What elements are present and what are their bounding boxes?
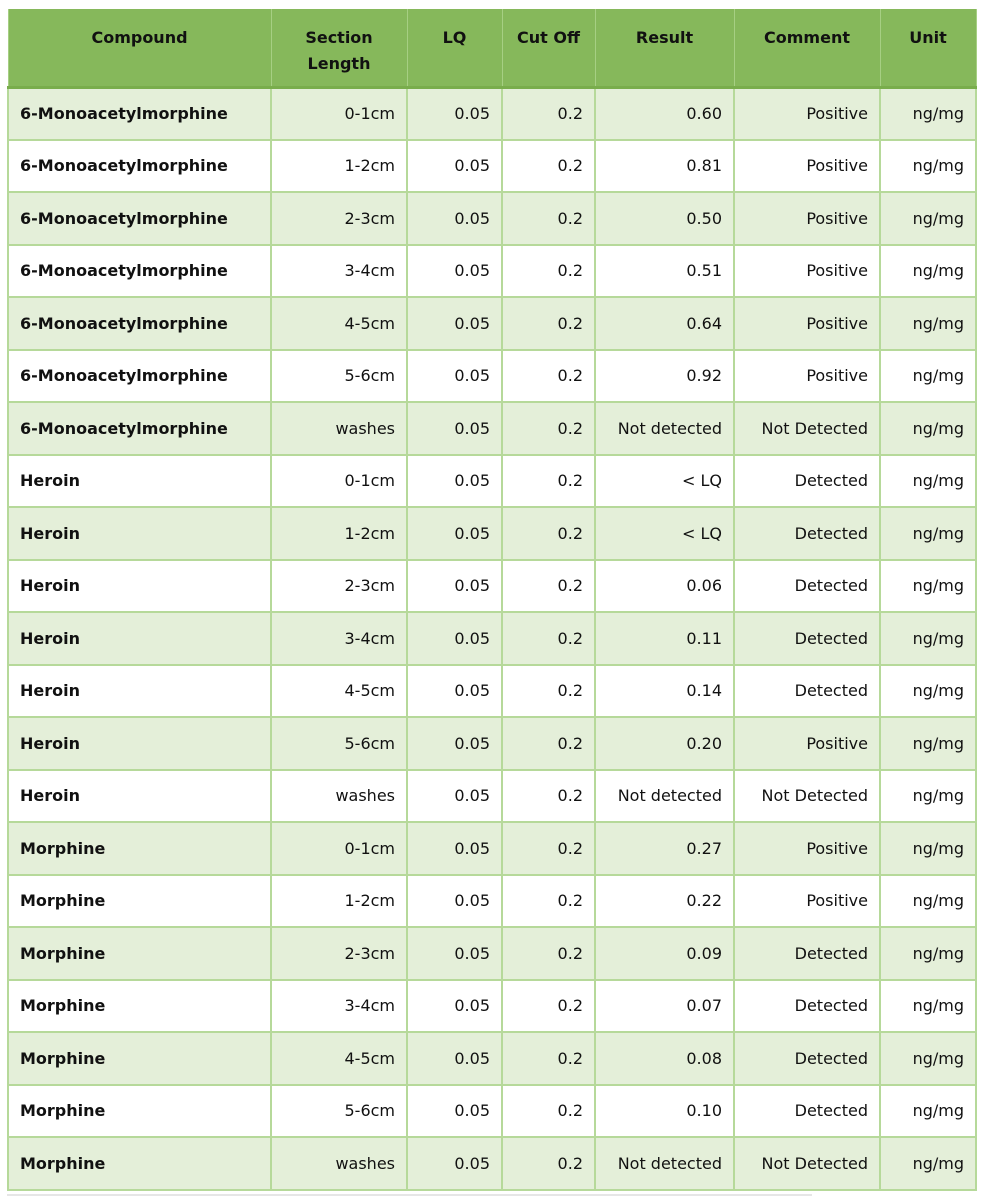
- cell-section-length: 4-5cm: [271, 297, 407, 350]
- cell-unit: ng/mg: [880, 612, 976, 665]
- cell-comment: Positive: [734, 192, 880, 245]
- cell-cut-off: 0.2: [502, 875, 595, 928]
- table-row: [8, 140, 976, 193]
- cell-lq: 0.05: [407, 717, 502, 770]
- cell-result: < LQ: [595, 455, 734, 508]
- cell-compound: Heroin: [8, 665, 271, 718]
- cell-result: 0.50: [595, 192, 734, 245]
- cell-section-length: 2-3cm: [271, 927, 407, 980]
- cell-lq: 0.05: [407, 1085, 502, 1138]
- cell-compound: Heroin: [8, 717, 271, 770]
- cell-unit: ng/mg: [880, 980, 976, 1033]
- cell-section-length: 5-6cm: [271, 350, 407, 403]
- cell-compound: 6-Monoacetylmorphine: [8, 297, 271, 350]
- cell-result: 0.09: [595, 927, 734, 980]
- cell-unit: ng/mg: [880, 350, 976, 403]
- cell-result: < LQ: [595, 507, 734, 560]
- cell-compound: Heroin: [8, 612, 271, 665]
- cell-unit: ng/mg: [880, 140, 976, 193]
- cell-cut-off: 0.2: [502, 297, 595, 350]
- cell-section-length: 2-3cm: [271, 560, 407, 613]
- cell-lq: 0.05: [407, 455, 502, 508]
- table-header: [8, 9, 976, 87]
- header-lq: LQ: [407, 9, 502, 87]
- cell-result: Not detected: [595, 1137, 734, 1190]
- table-row: [8, 1137, 976, 1190]
- cell-cut-off: 0.2: [502, 927, 595, 980]
- cell-compound: 6-Monoacetylmorphine: [8, 245, 271, 298]
- cell-cut-off: 0.2: [502, 192, 595, 245]
- cell-compound: Morphine: [8, 927, 271, 980]
- cell-section-length: washes: [271, 770, 407, 823]
- cell-lq: 0.05: [407, 927, 502, 980]
- table-row: [8, 507, 976, 560]
- table-row: [8, 980, 976, 1033]
- cell-comment: Positive: [734, 717, 880, 770]
- cell-result: 0.06: [595, 560, 734, 613]
- cell-lq: 0.05: [407, 507, 502, 560]
- cell-cut-off: 0.2: [502, 980, 595, 1033]
- cell-cut-off: 0.2: [502, 822, 595, 875]
- cell-section-length: washes: [271, 1137, 407, 1190]
- table-row: [8, 1085, 976, 1138]
- header-section-length: Section Length: [271, 9, 407, 87]
- cell-unit: ng/mg: [880, 665, 976, 718]
- cell-unit: ng/mg: [880, 297, 976, 350]
- cell-compound: Morphine: [8, 1137, 271, 1190]
- cell-cut-off: 0.2: [502, 87, 595, 140]
- cell-compound: Morphine: [8, 1032, 271, 1085]
- cell-unit: ng/mg: [880, 927, 976, 980]
- cell-comment: Detected: [734, 980, 880, 1033]
- cell-unit: ng/mg: [880, 507, 976, 560]
- table-row: [8, 192, 976, 245]
- cell-cut-off: 0.2: [502, 140, 595, 193]
- cell-unit: ng/mg: [880, 192, 976, 245]
- table-row: [8, 87, 976, 140]
- cell-unit: ng/mg: [880, 455, 976, 508]
- cell-comment: Detected: [734, 927, 880, 980]
- cell-compound: Morphine: [8, 875, 271, 928]
- cell-section-length: 1-2cm: [271, 507, 407, 560]
- cell-comment: Positive: [734, 822, 880, 875]
- cell-compound: 6-Monoacetylmorphine: [8, 87, 271, 140]
- cell-section-length: washes: [271, 402, 407, 455]
- cell-cut-off: 0.2: [502, 402, 595, 455]
- cell-section-length: 2-3cm: [271, 192, 407, 245]
- cell-cut-off: 0.2: [502, 1085, 595, 1138]
- cell-result: 0.20: [595, 717, 734, 770]
- cell-lq: 0.05: [407, 87, 502, 140]
- cell-section-length: 3-4cm: [271, 612, 407, 665]
- cell-unit: ng/mg: [880, 822, 976, 875]
- cell-cut-off: 0.2: [502, 717, 595, 770]
- cell-compound: Heroin: [8, 507, 271, 560]
- cell-result: 0.81: [595, 140, 734, 193]
- cell-comment: Positive: [734, 140, 880, 193]
- cell-compound: Heroin: [8, 455, 271, 508]
- cell-lq: 0.05: [407, 350, 502, 403]
- cell-compound: Morphine: [8, 822, 271, 875]
- cell-lq: 0.05: [407, 192, 502, 245]
- table-row: [8, 665, 976, 718]
- header-comment: Comment: [734, 9, 880, 87]
- cell-comment: Detected: [734, 1085, 880, 1138]
- cell-cut-off: 0.2: [502, 455, 595, 508]
- cell-result: 0.51: [595, 245, 734, 298]
- cell-section-length: 3-4cm: [271, 245, 407, 298]
- cell-result: 0.92: [595, 350, 734, 403]
- cell-section-length: 1-2cm: [271, 875, 407, 928]
- cell-compound: Heroin: [8, 560, 271, 613]
- cell-result: 0.07: [595, 980, 734, 1033]
- table-row: [8, 770, 976, 823]
- cell-compound: Morphine: [8, 1085, 271, 1138]
- cell-cut-off: 0.2: [502, 1032, 595, 1085]
- cell-result: 0.14: [595, 665, 734, 718]
- cell-section-length: 1-2cm: [271, 140, 407, 193]
- cell-unit: ng/mg: [880, 87, 976, 140]
- cell-comment: Detected: [734, 560, 880, 613]
- cell-cut-off: 0.2: [502, 1137, 595, 1190]
- cell-lq: 0.05: [407, 665, 502, 718]
- cell-lq: 0.05: [407, 1032, 502, 1085]
- header-row: [8, 9, 976, 87]
- cell-lq: 0.05: [407, 770, 502, 823]
- cell-unit: ng/mg: [880, 560, 976, 613]
- cell-lq: 0.05: [407, 980, 502, 1033]
- cell-result: 0.08: [595, 1032, 734, 1085]
- cell-comment: Positive: [734, 350, 880, 403]
- cell-section-length: 0-1cm: [271, 455, 407, 508]
- cell-result: Not detected: [595, 402, 734, 455]
- table-row: [8, 1032, 976, 1085]
- cell-comment: Not Detected: [734, 770, 880, 823]
- table-row: [8, 350, 976, 403]
- cell-result: Not detected: [595, 770, 734, 823]
- cell-lq: 0.05: [407, 245, 502, 298]
- cell-comment: Detected: [734, 507, 880, 560]
- cell-cut-off: 0.2: [502, 665, 595, 718]
- cell-lq: 0.05: [407, 822, 502, 875]
- table-row: [8, 245, 976, 298]
- cell-comment: Positive: [734, 297, 880, 350]
- cell-comment: Detected: [734, 612, 880, 665]
- table-row: [8, 717, 976, 770]
- results-table: [7, 9, 977, 1191]
- cell-compound: 6-Monoacetylmorphine: [8, 402, 271, 455]
- cell-lq: 0.05: [407, 1137, 502, 1190]
- cell-lq: 0.05: [407, 140, 502, 193]
- cell-comment: Not Detected: [734, 402, 880, 455]
- results-table-container: [7, 9, 975, 1191]
- cell-comment: Detected: [734, 455, 880, 508]
- table-row: [8, 875, 976, 928]
- cell-result: 0.64: [595, 297, 734, 350]
- cell-unit: ng/mg: [880, 245, 976, 298]
- cell-section-length: 0-1cm: [271, 822, 407, 875]
- cell-comment: Positive: [734, 245, 880, 298]
- cell-cut-off: 0.2: [502, 612, 595, 665]
- cell-compound: Morphine: [8, 980, 271, 1033]
- cell-cut-off: 0.2: [502, 350, 595, 403]
- cell-section-length: 3-4cm: [271, 980, 407, 1033]
- header-unit: Unit: [880, 9, 976, 87]
- table-row: [8, 560, 976, 613]
- cell-result: 0.60: [595, 87, 734, 140]
- cell-result: 0.22: [595, 875, 734, 928]
- cell-compound: Heroin: [8, 770, 271, 823]
- cell-section-length: 4-5cm: [271, 665, 407, 718]
- cell-section-length: 4-5cm: [271, 1032, 407, 1085]
- cell-result: 0.10: [595, 1085, 734, 1138]
- table-row: [8, 455, 976, 508]
- cell-unit: ng/mg: [880, 1137, 976, 1190]
- table-row: [8, 297, 976, 350]
- cell-section-length: 5-6cm: [271, 717, 407, 770]
- cell-lq: 0.05: [407, 875, 502, 928]
- cell-lq: 0.05: [407, 560, 502, 613]
- header-result: Result: [595, 9, 734, 87]
- table-row: [8, 402, 976, 455]
- cell-unit: ng/mg: [880, 402, 976, 455]
- cell-unit: ng/mg: [880, 1032, 976, 1085]
- cell-comment: Detected: [734, 1032, 880, 1085]
- cell-section-length: 5-6cm: [271, 1085, 407, 1138]
- cell-unit: ng/mg: [880, 770, 976, 823]
- cell-cut-off: 0.2: [502, 507, 595, 560]
- cell-comment: Positive: [734, 875, 880, 928]
- cell-lq: 0.05: [407, 402, 502, 455]
- cell-comment: Not Detected: [734, 1137, 880, 1190]
- cell-compound: 6-Monoacetylmorphine: [8, 350, 271, 403]
- cell-result: 0.27: [595, 822, 734, 875]
- table-row: [8, 822, 976, 875]
- header-cut-off: Cut Off: [502, 9, 595, 87]
- cell-cut-off: 0.2: [502, 770, 595, 823]
- cell-cut-off: 0.2: [502, 560, 595, 613]
- table-row: [8, 612, 976, 665]
- cell-compound: 6-Monoacetylmorphine: [8, 140, 271, 193]
- header-compound: Compound: [8, 9, 271, 87]
- cell-compound: 6-Monoacetylmorphine: [8, 192, 271, 245]
- cell-unit: ng/mg: [880, 875, 976, 928]
- cell-lq: 0.05: [407, 612, 502, 665]
- cell-lq: 0.05: [407, 297, 502, 350]
- cell-cut-off: 0.2: [502, 245, 595, 298]
- bottom-divider: [7, 1194, 812, 1196]
- table-row: [8, 927, 976, 980]
- cell-unit: ng/mg: [880, 717, 976, 770]
- cell-section-length: 0-1cm: [271, 87, 407, 140]
- cell-unit: ng/mg: [880, 1085, 976, 1138]
- cell-comment: Detected: [734, 665, 880, 718]
- cell-comment: Positive: [734, 87, 880, 140]
- cell-result: 0.11: [595, 612, 734, 665]
- table-body: [8, 87, 976, 1190]
